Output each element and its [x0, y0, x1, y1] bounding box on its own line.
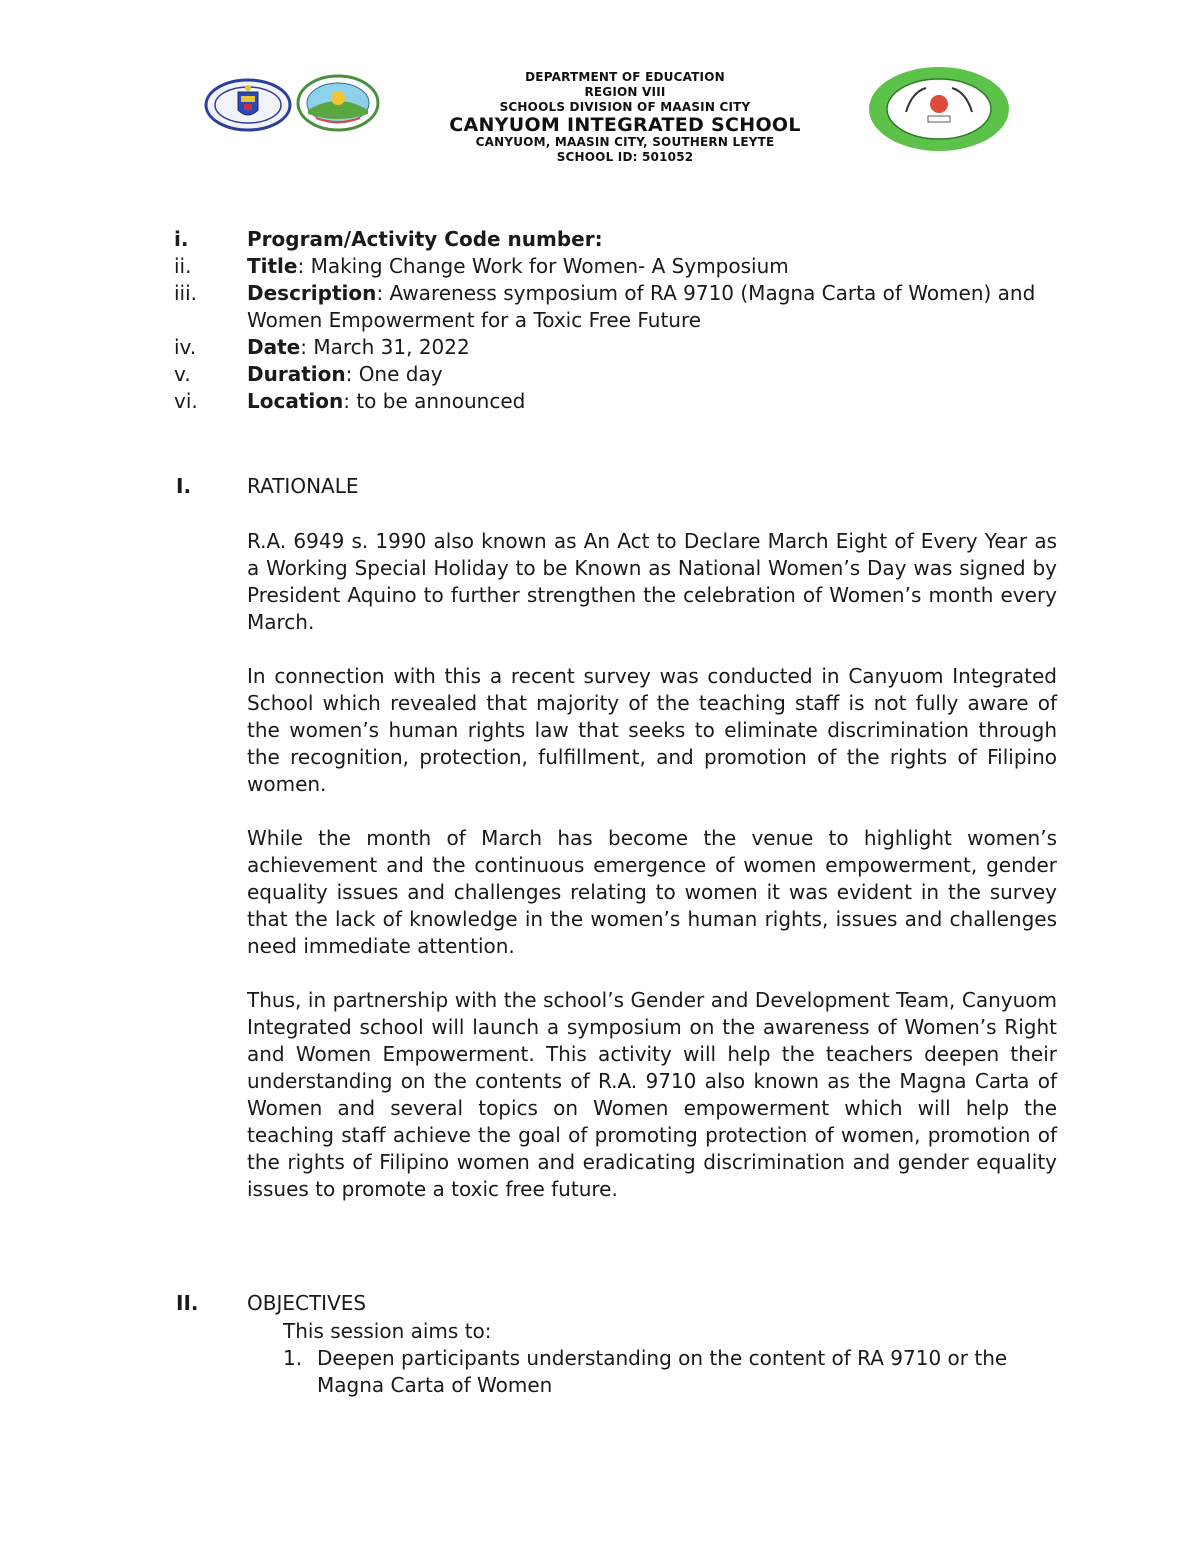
info-number: v.: [174, 362, 191, 386]
section-number: I.: [176, 474, 192, 498]
info-value: : One day: [345, 362, 443, 386]
info-number: iv.: [174, 335, 197, 359]
info-value: : Making Change Work for Women- A Symposium: [297, 254, 789, 278]
info-label: Title: [247, 254, 298, 278]
list-item: [283, 1345, 1043, 1399]
info-number: i.: [174, 227, 189, 251]
info-value: : March 31, 2022: [300, 335, 470, 359]
info-label: Duration: [247, 362, 346, 386]
info-label: Program/Activity Code number:: [247, 227, 603, 251]
item-number: 1.: [283, 1346, 303, 1370]
rationale-heading: [176, 473, 359, 500]
deped-seal-icon: [204, 78, 292, 132]
info-row-title: [174, 253, 1074, 280]
info-number: ii.: [174, 254, 192, 278]
school-address: CANYUOM, MAASIN CITY, SOUTHERN LEYTE: [475, 135, 775, 149]
region-name: REGION VIII: [584, 85, 666, 99]
info-label: Date: [247, 335, 301, 359]
info-value: : to be announced: [343, 389, 526, 413]
section-number: II.: [176, 1291, 199, 1315]
info-label: Location: [247, 389, 344, 413]
letterhead: [380, 70, 870, 165]
division-seal-icon: [296, 74, 380, 132]
activity-info-list: [174, 226, 1074, 415]
info-number: vi.: [174, 389, 198, 413]
rationale-paragraph: While the month of March has become the venue to highlight women’s achievement and the continuous emergence of women empowerment, gender equality issues and challenges relating to women it was evident in the survey that the lack of knowledge in the women’s human rights, issues and challenges need immediate attention.: [247, 826, 1057, 958]
school-seal-icon: [868, 66, 1010, 152]
rationale-paragraph: R.A. 6949 s. 1990 also known as An Act to Declare March Eight of Every Year as a Working Special Holiday to be Known as National Women’s Day was signed by President Aquino to further strengthen the celebration of Women’s month every March.: [247, 529, 1057, 634]
info-row-description: [174, 280, 1074, 334]
rationale-paragraph: Thus, in partnership with the school’s Gender and Development Team, Canyuom Integrated school will launch a symposium on the awareness of Women’s Right and Women Empowerment. This activity will help the teachers deepen their understanding on the contents of R.A. 9710 also known as the Magna Carta of Women and several topics on Women empowerment which will help the teaching staff achieve the goal of promoting protection of women, promotion of the rights of Filipino women and eradicating discrimination and gender equality issues to promote a toxic free future.: [247, 988, 1057, 1201]
objectives-intro: This session aims to:: [283, 1319, 492, 1343]
info-label: Description: [247, 281, 377, 305]
info-row-code: [174, 226, 1074, 253]
rationale-paragraph: In connection with this a recent survey was conducted in Canyuom Integrated School which revealed that majority of the teaching staff is not fully aware of the women’s human rights law that seeks to eliminate discrimination through the recognition, protection, fulfillment, and promotion of the rights of Filipino women.: [247, 664, 1057, 796]
division-name: SCHOOLS DIVISION OF MAASIN CITY: [499, 100, 751, 114]
info-row-location: [174, 388, 1074, 415]
item-text: Deepen participants understanding on the content of RA 9710 or the Magna Carta of Women: [317, 1346, 1008, 1397]
objectives-heading: [176, 1290, 366, 1317]
department-name: DEPARTMENT OF EDUCATION: [525, 70, 725, 84]
school-name: CANYUOM INTEGRATED SCHOOL: [449, 114, 801, 136]
info-row-date: [174, 334, 1074, 361]
info-value: : Awareness symposium of RA 9710 (Magna Carta of Women) and Women Empowerment for a Toxic Free Future: [247, 281, 1036, 332]
info-number: iii.: [174, 281, 198, 305]
info-row-duration: [174, 361, 1074, 388]
school-id: SCHOOL ID: 501052: [556, 150, 694, 164]
section-title: OBJECTIVES: [247, 1291, 367, 1315]
section-title: RATIONALE: [247, 474, 359, 498]
objectives-list: [283, 1345, 1043, 1399]
